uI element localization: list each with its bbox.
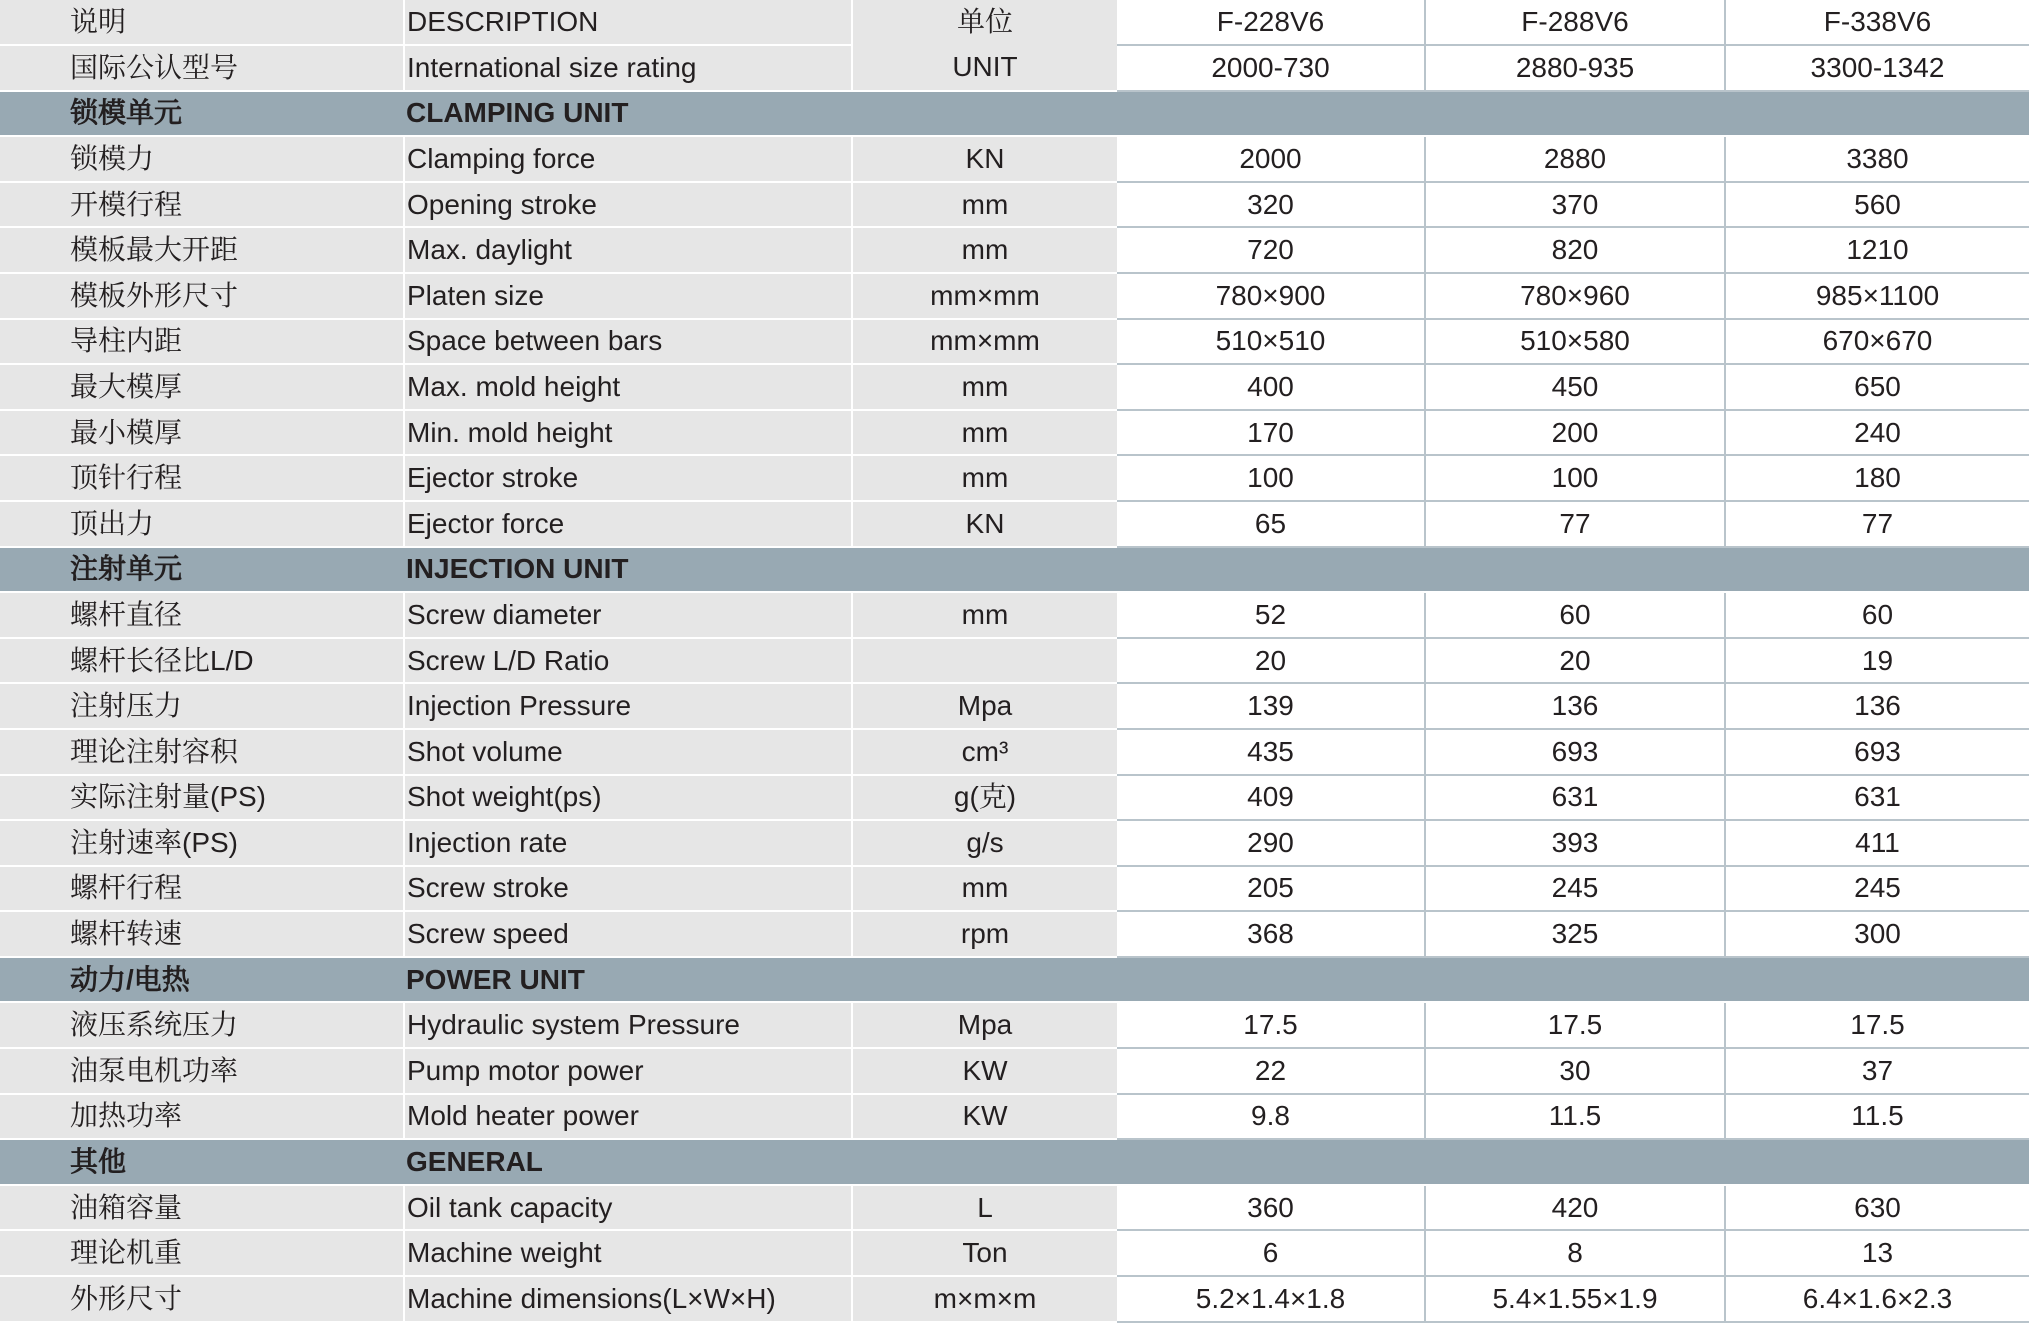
size-rating: 2880-935 xyxy=(1425,45,1725,91)
section-title-zh: 锁模单元 xyxy=(0,91,404,137)
spec-unit: Mpa xyxy=(852,683,1117,729)
header-desc-zh: 说明 xyxy=(0,0,404,45)
section-header xyxy=(0,91,2029,137)
spec-label-en: Max. daylight xyxy=(404,227,852,273)
spec-row xyxy=(0,136,2029,182)
spec-label-en: Max. mold height xyxy=(404,364,852,410)
spec-label-zh: 锁模力 xyxy=(0,136,404,182)
spec-value: 180 xyxy=(1725,455,2029,501)
spec-value: 200 xyxy=(1425,410,1725,456)
spec-row xyxy=(0,1094,2029,1140)
spec-label-zh: 模板最大开距 xyxy=(0,227,404,273)
spec-value: 820 xyxy=(1425,227,1725,273)
spec-value: 368 xyxy=(1117,911,1425,957)
spec-value: 400 xyxy=(1117,364,1425,410)
spec-value: 370 xyxy=(1425,182,1725,228)
spec-value: 77 xyxy=(1425,501,1725,547)
spec-unit: KN xyxy=(852,136,1117,182)
spec-value: 985×1100 xyxy=(1725,273,2029,319)
section-title-en: POWER UNIT xyxy=(404,957,2029,1003)
spec-unit: Mpa xyxy=(852,1002,1117,1048)
spec-label-en: Space between bars xyxy=(404,319,852,365)
spec-value: 100 xyxy=(1117,455,1425,501)
spec-label-en: Clamping force xyxy=(404,136,852,182)
spec-value: 435 xyxy=(1117,729,1425,775)
spec-label-en: Screw L/D Ratio xyxy=(404,638,852,684)
spec-value: 693 xyxy=(1725,729,2029,775)
spec-label-zh: 最大模厚 xyxy=(0,364,404,410)
spec-value: 13 xyxy=(1725,1230,2029,1276)
header-unit-zh: 单位 xyxy=(956,6,1013,37)
spec-label-en: Ejector force xyxy=(404,501,852,547)
spec-value: 3380 xyxy=(1725,136,2029,182)
spec-label-zh: 顶出力 xyxy=(0,501,404,547)
spec-value: 450 xyxy=(1425,364,1725,410)
spec-unit: Ton xyxy=(852,1230,1117,1276)
header-unit-en: UNIT xyxy=(952,50,1018,82)
section-title-en: INJECTION UNIT xyxy=(404,547,2029,593)
spec-value: 11.5 xyxy=(1425,1094,1725,1140)
spec-row xyxy=(0,319,2029,365)
spec-row xyxy=(0,501,2029,547)
spec-row xyxy=(0,410,2029,456)
spec-unit: m×m×m xyxy=(852,1276,1117,1322)
spec-value: 630 xyxy=(1725,1185,2029,1231)
spec-unit: g/s xyxy=(852,820,1117,866)
spec-label-en: Machine dimensions(L×W×H) xyxy=(404,1276,852,1322)
spec-value: 631 xyxy=(1425,775,1725,821)
spec-label-zh: 螺杆行程 xyxy=(0,866,404,912)
spec-value: 510×510 xyxy=(1117,319,1425,365)
spec-unit: KN xyxy=(852,501,1117,547)
spec-value: 11.5 xyxy=(1725,1094,2029,1140)
spec-row xyxy=(0,1185,2029,1231)
spec-row xyxy=(0,273,2029,319)
spec-unit: mm xyxy=(852,227,1117,273)
spec-value: 510×580 xyxy=(1425,319,1725,365)
spec-row xyxy=(0,1276,2029,1322)
spec-value: 6 xyxy=(1117,1230,1425,1276)
spec-value: 2880 xyxy=(1425,136,1725,182)
spec-unit: mm×mm xyxy=(852,319,1117,365)
spec-unit: rpm xyxy=(852,911,1117,957)
spec-value: 136 xyxy=(1725,683,2029,729)
spec-label-zh: 螺杆转速 xyxy=(0,911,404,957)
spec-label-en: Machine weight xyxy=(404,1230,852,1276)
header-unit xyxy=(852,0,1117,91)
spec-value: 52 xyxy=(1117,592,1425,638)
section-header xyxy=(0,957,2029,1003)
spec-label-zh: 开模行程 xyxy=(0,182,404,228)
spec-value: 411 xyxy=(1725,820,2029,866)
spec-row xyxy=(0,592,2029,638)
spec-value: 420 xyxy=(1425,1185,1725,1231)
spec-label-en: Oil tank capacity xyxy=(404,1185,852,1231)
header-desc-en: DESCRIPTION xyxy=(404,0,852,45)
spec-value: 20 xyxy=(1425,638,1725,684)
spec-value: 300 xyxy=(1725,911,2029,957)
spec-label-zh: 油泵电机功率 xyxy=(0,1048,404,1094)
spec-value: 5.4×1.55×1.9 xyxy=(1425,1276,1725,1322)
spec-label-zh: 液压系统压力 xyxy=(0,1002,404,1048)
spec-row xyxy=(0,683,2029,729)
spec-row xyxy=(0,227,2029,273)
spec-row xyxy=(0,1230,2029,1276)
spec-value: 8 xyxy=(1425,1230,1725,1276)
spec-value: 320 xyxy=(1117,182,1425,228)
spec-label-en: Screw diameter xyxy=(404,592,852,638)
spec-label-zh: 理论机重 xyxy=(0,1230,404,1276)
spec-label-en: Min. mold height xyxy=(404,410,852,456)
spec-value: 780×960 xyxy=(1425,273,1725,319)
spec-unit: KW xyxy=(852,1094,1117,1140)
spec-row xyxy=(0,866,2029,912)
spec-unit: mm xyxy=(852,364,1117,410)
spec-value: 560 xyxy=(1725,182,2029,228)
spec-label-zh: 顶针行程 xyxy=(0,455,404,501)
spec-value: 17.5 xyxy=(1425,1002,1725,1048)
spec-value: 37 xyxy=(1725,1048,2029,1094)
spec-row xyxy=(0,455,2029,501)
spec-value: 360 xyxy=(1117,1185,1425,1231)
spec-unit xyxy=(852,638,1117,684)
spec-value: 245 xyxy=(1425,866,1725,912)
header-size-zh: 国际公认型号 xyxy=(0,45,404,91)
spec-unit: cm³ xyxy=(852,729,1117,775)
spec-label-zh: 模板外形尺寸 xyxy=(0,273,404,319)
spec-value: 17.5 xyxy=(1725,1002,2029,1048)
spec-row xyxy=(0,729,2029,775)
spec-row xyxy=(0,1002,2029,1048)
spec-label-en: Shot weight(ps) xyxy=(404,775,852,821)
section-title-en: GENERAL xyxy=(404,1139,2029,1185)
spec-unit: mm xyxy=(852,410,1117,456)
spec-label-en: Shot volume xyxy=(404,729,852,775)
spec-value: 325 xyxy=(1425,911,1725,957)
spec-unit: L xyxy=(852,1185,1117,1231)
spec-unit: mm xyxy=(852,455,1117,501)
spec-row xyxy=(0,1048,2029,1094)
spec-label-en: Pump motor power xyxy=(404,1048,852,1094)
header-size-en: International size rating xyxy=(404,45,852,91)
spec-label-zh: 注射速率(PS) xyxy=(0,820,404,866)
spec-row xyxy=(0,911,2029,957)
spec-value: 17.5 xyxy=(1117,1002,1425,1048)
spec-row xyxy=(0,638,2029,684)
spec-value: 139 xyxy=(1117,683,1425,729)
spec-value: 670×670 xyxy=(1725,319,2029,365)
size-rating: 2000-730 xyxy=(1117,45,1425,91)
spec-label-zh: 油箱容量 xyxy=(0,1185,404,1231)
spec-row xyxy=(0,182,2029,228)
spec-unit: KW xyxy=(852,1048,1117,1094)
spec-value: 245 xyxy=(1725,866,2029,912)
spec-value: 22 xyxy=(1117,1048,1425,1094)
spec-unit: mm×mm xyxy=(852,273,1117,319)
spec-value: 60 xyxy=(1725,592,2029,638)
spec-unit: g(克) xyxy=(852,775,1117,821)
spec-label-zh: 外形尺寸 xyxy=(0,1276,404,1322)
spec-value: 1210 xyxy=(1725,227,2029,273)
spec-label-zh: 螺杆长径比L/D xyxy=(0,638,404,684)
spec-value: 60 xyxy=(1425,592,1725,638)
spec-value: 631 xyxy=(1725,775,2029,821)
spec-value: 136 xyxy=(1425,683,1725,729)
section-title-zh: 注射单元 xyxy=(0,547,404,593)
section-title-zh: 其他 xyxy=(0,1139,404,1185)
spec-value: 290 xyxy=(1117,820,1425,866)
spec-value: 30 xyxy=(1425,1048,1725,1094)
spec-label-en: Mold heater power xyxy=(404,1094,852,1140)
spec-label-en: Hydraulic system Pressure xyxy=(404,1002,852,1048)
spec-value: 409 xyxy=(1117,775,1425,821)
spec-unit: mm xyxy=(852,592,1117,638)
spec-row xyxy=(0,775,2029,821)
spec-row xyxy=(0,364,2029,410)
spec-value: 205 xyxy=(1117,866,1425,912)
spec-label-en: Opening stroke xyxy=(404,182,852,228)
spec-unit: mm xyxy=(852,182,1117,228)
spec-label-en: Injection rate xyxy=(404,820,852,866)
spec-value: 780×900 xyxy=(1117,273,1425,319)
section-title-en: CLAMPING UNIT xyxy=(404,91,2029,137)
spec-label-en: Screw stroke xyxy=(404,866,852,912)
spec-value: 77 xyxy=(1725,501,2029,547)
spec-value: 720 xyxy=(1117,227,1425,273)
spec-label-en: Platen size xyxy=(404,273,852,319)
spec-label-en: Ejector stroke xyxy=(404,455,852,501)
spec-label-en: Screw speed xyxy=(404,911,852,957)
spec-label-zh: 理论注射容积 xyxy=(0,729,404,775)
spec-label-zh: 实际注射量(PS) xyxy=(0,775,404,821)
section-header xyxy=(0,547,2029,593)
spec-value: 2000 xyxy=(1117,136,1425,182)
spec-label-zh: 导柱内距 xyxy=(0,319,404,365)
spec-label-zh: 螺杆直径 xyxy=(0,592,404,638)
spec-value: 5.2×1.4×1.8 xyxy=(1117,1276,1425,1322)
spec-label-zh: 注射压力 xyxy=(0,683,404,729)
spec-value: 6.4×1.6×2.3 xyxy=(1725,1276,2029,1322)
spec-value: 650 xyxy=(1725,364,2029,410)
spec-unit: mm xyxy=(852,866,1117,912)
spec-value: 9.8 xyxy=(1117,1094,1425,1140)
spec-row xyxy=(0,820,2029,866)
model-name: F-338V6 xyxy=(1725,0,2029,45)
spec-value: 393 xyxy=(1425,820,1725,866)
spec-value: 240 xyxy=(1725,410,2029,456)
section-title-zh: 动力/电热 xyxy=(0,957,404,1003)
model-name: F-288V6 xyxy=(1425,0,1725,45)
spec-value: 20 xyxy=(1117,638,1425,684)
model-name: F-228V6 xyxy=(1117,0,1425,45)
spec-value: 65 xyxy=(1117,501,1425,547)
spec-value: 693 xyxy=(1425,729,1725,775)
spec-label-zh: 最小模厚 xyxy=(0,410,404,456)
spec-value: 170 xyxy=(1117,410,1425,456)
spec-value: 19 xyxy=(1725,638,2029,684)
spec-label-en: Injection Pressure xyxy=(404,683,852,729)
size-rating: 3300-1342 xyxy=(1725,45,2029,91)
spec-value: 100 xyxy=(1425,455,1725,501)
header-row-models xyxy=(0,0,2029,45)
section-header xyxy=(0,1139,2029,1185)
spec-label-zh: 加热功率 xyxy=(0,1094,404,1140)
